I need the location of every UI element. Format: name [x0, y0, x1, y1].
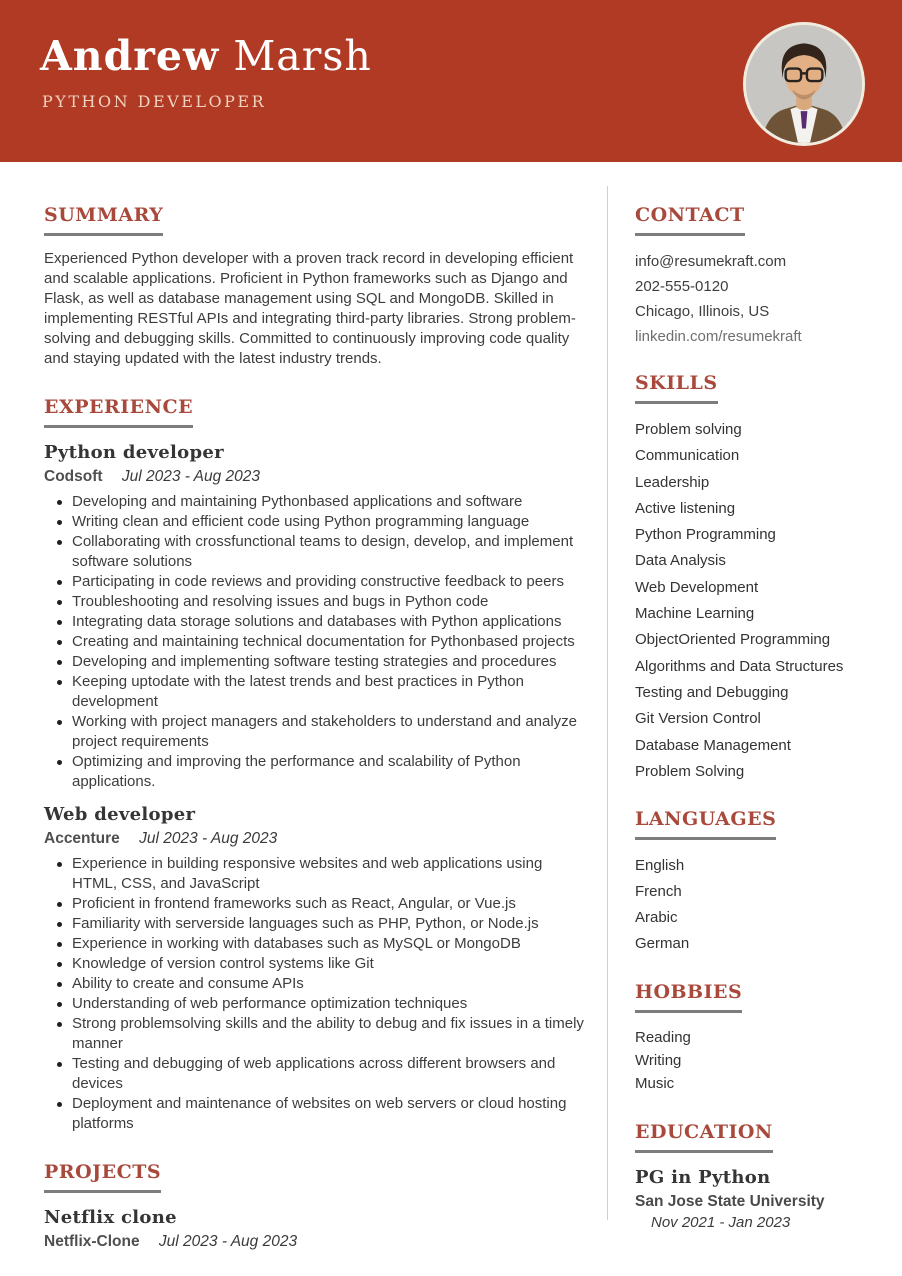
job-bullet: Experience in working with databases such as MySQL or MongoDB	[44, 934, 587, 954]
job-bullet: Experience in building responsive websites and web applications using HTML, CSS, and JavaScript	[44, 854, 587, 894]
job-entry	[44, 441, 587, 792]
job-bullet: Proficient in frontend frameworks such as React, Angular, or Vue.js	[44, 894, 587, 914]
projects-heading: PROJECTS	[44, 1162, 161, 1193]
job-dates: Jul 2023 - Aug 2023	[121, 468, 261, 485]
job-position-title: Web developer	[44, 804, 196, 825]
projects-section	[44, 1162, 587, 1253]
hobby-item: Reading	[635, 1029, 691, 1047]
contact-section	[635, 205, 880, 349]
hobby-item: Music	[635, 1075, 675, 1093]
job-dates: Jul 2023 - Aug 2023	[139, 830, 278, 847]
skill-item: Machine Learning	[635, 605, 755, 623]
hobby-item: Writing	[635, 1052, 682, 1070]
contact-phone: 202-555-0120	[635, 278, 729, 295]
job-bullet: Testing and debugging of web applications across different browsers and devices	[44, 1054, 587, 1094]
resume-body	[0, 162, 902, 1259]
project-subtitle	[44, 1231, 587, 1253]
skill-item: Active listening	[635, 499, 736, 517]
skills-heading: SKILLS	[635, 373, 718, 404]
job-entry	[44, 803, 587, 1134]
skill-item: Database Management	[635, 736, 791, 754]
skill-item: Problem Solving	[635, 762, 745, 780]
skill-item: Problem solving	[635, 421, 742, 438]
job-bullet-list	[44, 492, 587, 792]
linkedin-link[interactable]: linkedin.com/resumekraft	[635, 328, 802, 345]
education-dates: Nov 2021 - Jan 2023	[651, 1214, 791, 1232]
languages-list	[635, 853, 880, 957]
contact-email[interactable]	[635, 249, 880, 274]
language-item: French	[635, 883, 682, 901]
person-job-title: PYTHON DEVELOPER	[42, 92, 267, 111]
job-bullet: Developing and implementing software testing strategies and procedures	[44, 652, 587, 672]
language-item: English	[635, 857, 685, 875]
skill-item: Communication	[635, 447, 740, 465]
contact-linkedin[interactable]	[635, 324, 880, 349]
job-bullet: Collaborating with crossfunctional teams to design, develop, and implement software solutions	[44, 532, 587, 572]
summary-section	[44, 205, 587, 369]
contact-location: Chicago, Illinois, US	[635, 303, 770, 320]
sidebar-column	[607, 162, 902, 1259]
email-link[interactable]: info@resumekraft.com	[635, 253, 787, 270]
experience-heading: EXPERIENCE	[44, 397, 193, 428]
summary-text: Experienced Python developer with a proven track record in developing efficient and scalable applications. Proficient in Python frameworks such as Django and Flask, as well as database management using SQL and MongoDB. Skilled in implementing RESTful APIs and integrating third-party libraries. Strong problem-solving and debugging skills. Committed to continuously improving code quality and staying updated with the latest industry trends.	[44, 250, 576, 367]
first-name: Andrew	[40, 32, 220, 80]
job-bullet: Working with project managers and stakeholders to understand and analyze project requirements	[44, 712, 587, 752]
job-bullet: Keeping uptodate with the latest trends and best practices in Python development	[44, 672, 587, 712]
skills-list	[635, 417, 880, 785]
hobbies-section	[635, 982, 880, 1095]
project-name: Netflix-Clone	[44, 1233, 140, 1250]
hobbies-heading: HOBBIES	[635, 982, 742, 1013]
skill-item: Data Analysis	[635, 552, 726, 570]
project-entry	[44, 1206, 587, 1253]
languages-heading: LANGUAGES	[635, 809, 776, 840]
language-item: German	[635, 935, 690, 953]
job-bullet: Deployment and maintenance of websites on web servers or cloud hosting platforms	[44, 1094, 587, 1134]
portrait-illustration	[746, 25, 862, 143]
job-bullet-list	[44, 854, 587, 1134]
last-name: Marsh	[233, 32, 372, 80]
company-name: Accenture	[44, 830, 120, 847]
job-bullet: Strong problemsolving skills and the ability to debug and fix issues in a timely manner	[44, 1014, 587, 1054]
job-subtitle	[44, 466, 587, 488]
skill-item: Leadership	[635, 473, 710, 491]
column-divider	[607, 186, 608, 1220]
project-dates: Jul 2023 - Aug 2023	[158, 1233, 298, 1250]
project-title: Netflix clone	[44, 1207, 177, 1228]
job-bullet: Creating and maintaining technical documentation for Pythonbased projects	[44, 632, 587, 652]
skill-item: Python Programming	[635, 526, 776, 544]
job-bullet: Writing clean and efficient code using Python programming language	[44, 512, 587, 532]
education-heading: EDUCATION	[635, 1122, 773, 1153]
languages-section	[635, 809, 880, 957]
profile-photo	[743, 22, 865, 146]
education-school: San Jose State University	[635, 1193, 825, 1211]
job-bullet: Ability to create and consume APIs	[44, 974, 587, 994]
job-bullet: Participating in code reviews and providing constructive feedback to peers	[44, 572, 587, 592]
job-bullet: Understanding of web performance optimization techniques	[44, 994, 587, 1014]
job-position-title: Python developer	[44, 442, 224, 463]
summary-heading: SUMMARY	[44, 205, 163, 236]
job-bullet: Developing and maintaining Pythonbased applications and software	[44, 492, 587, 512]
resume-header	[0, 0, 902, 162]
job-bullet: Troubleshooting and resolving issues and bugs in Python code	[44, 592, 587, 612]
skill-item: ObjectOriented Programming	[635, 631, 831, 649]
skill-item: Algorithms and Data Structures	[635, 657, 844, 675]
education-section	[635, 1122, 880, 1233]
person-name	[40, 32, 372, 80]
language-item: Arabic	[635, 909, 678, 927]
experience-section	[44, 397, 587, 1134]
job-bullet: Optimizing and improving the performance and scalability of Python applications.	[44, 752, 587, 792]
contact-heading: CONTACT	[635, 205, 745, 236]
job-bullet: Integrating data storage solutions and databases with Python applications	[44, 612, 587, 632]
job-bullet: Familiarity with serverside languages such as PHP, Python, or Node.js	[44, 914, 587, 934]
education-degree: PG in Python	[635, 1167, 771, 1189]
job-subtitle	[44, 828, 587, 850]
skills-section	[635, 373, 880, 785]
skill-item: Git Version Control	[635, 710, 761, 728]
skill-item: Testing and Debugging	[635, 683, 789, 701]
hobbies-list	[635, 1026, 880, 1095]
company-name: Codsoft	[44, 468, 103, 485]
job-bullet: Knowledge of version control systems like Git	[44, 954, 587, 974]
skill-item: Web Development	[635, 578, 759, 596]
main-column	[0, 162, 607, 1259]
